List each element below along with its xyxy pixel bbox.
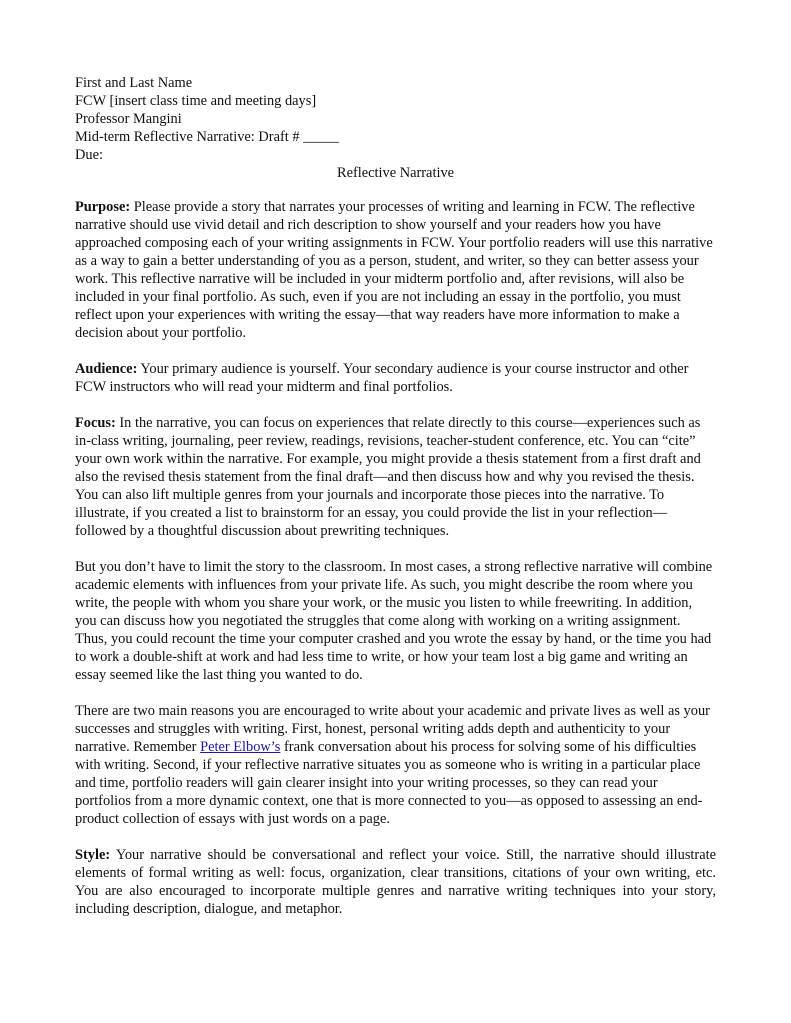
course-info: FCW [insert class time and meeting days] [75,93,317,109]
reasons-paragraph [75,702,716,828]
reasons-text-before: There are two main reasons you are encouraged to write about your academic and private lives as well as your successes and struggles with writing. First, honest, personal writing adds depth and authenticity to your narrative. Remember [75,703,710,755]
classroom-paragraph: But you don’t have to limit the story to the classroom. In most cases, a strong reflective narrative will combine academic elements with influences from your private life. As such, you might describe the room where you write, the people with whom you share your work, or the music you listen to while freewriting. In addition, you can discuss how you negotiated the struggles that come along with working on a writing assignment. Thus, you could recount the time your computer crashed and you wrote the essay by hand, or the time you had to work a double-shift at work and had less time to write, or how your team lost a big game and writing an essay seemed like the last thing you wanted to do. [75,559,713,683]
focus-paragraph [75,414,716,540]
focus-label: Focus: [75,415,116,431]
document-title: Reflective Narrative [336,165,455,181]
reasons-text-after: frank conversation about his process for solving some of his difficulties with writing. Second, if your reflective narrative situates you as someone who is writing in a particular place and time, portfolio readers will gain clearer insight into your writing processes, so they can read your portfolios from a more dynamic context, one that is more connected to you—as opposed to assessing an end-product collection of essays with just words on a page. [75,739,703,827]
style-paragraph [75,846,716,918]
due-line: Due: [75,147,103,163]
professor-name: Professor Mangini [75,111,182,127]
header-block [75,74,716,164]
audience-label: Audience: [75,361,138,377]
style-label: Style: [75,847,111,863]
student-name: First and Last Name [75,75,193,91]
audience-paragraph [75,360,716,396]
purpose-text: Please provide a story that narrates your processes of writing and learning in FCW. The reflective narrative should use vivid detail and rich description to show yourself and your readers how you have approached composing each of your writing assignments in FCW. Your portfolio readers will use this narrative as a way to gain a better understanding of you as a person, student, and writer, so they can better assess your work. This reflective narrative will be included in your midterm portfolio and, after revisions, will also be included in your final portfolio. As such, even if you are not including an essay in the portfolio, you must reflect upon your experiences with writing the essay—that way readers have more information to make a decision about your portfolio. [75,199,713,341]
audience-text: Your primary audience is yourself. Your secondary audience is your course instructor and other FCW instructors who will read your midterm and final portfolios. [75,361,689,395]
focus-text: In the narrative, you can focus on experiences that relate directly to this course—experiences such as in-class writing, journaling, peer review, readings, revisions, teacher-student conference, etc. You can “cite” your own work within the narrative. For example, you might provide a thesis statement from a first draft and also the revised thesis statement from the final draft—and then discuss how and why you revised the thesis. You can also lift multiple genres from your journals and incorporate those pieces into the narrative. To illustrate, if you created a list to brainstorm for an essay, you could provide the list in your reflection—followed by a thoughtful discussion about prewriting techniques. [75,415,701,539]
peter-elbow-link[interactable]: Peter Elbow’s [200,739,281,755]
assignment-line: Mid-term Reflective Narrative: Draft # _____ [75,129,340,145]
style-text: Your narrative should be conversational and reflect your voice. Still, the narrative should illustrate elements of formal writing as well: focus, organization, clear transitions, citations of your own writing, etc. You are also encouraged to incorporate multiple genres and narrative writing techniques into your story, including description, dialogue, and metaphor. [75,847,716,917]
purpose-paragraph [75,198,716,342]
purpose-label: Purpose: [75,199,131,215]
